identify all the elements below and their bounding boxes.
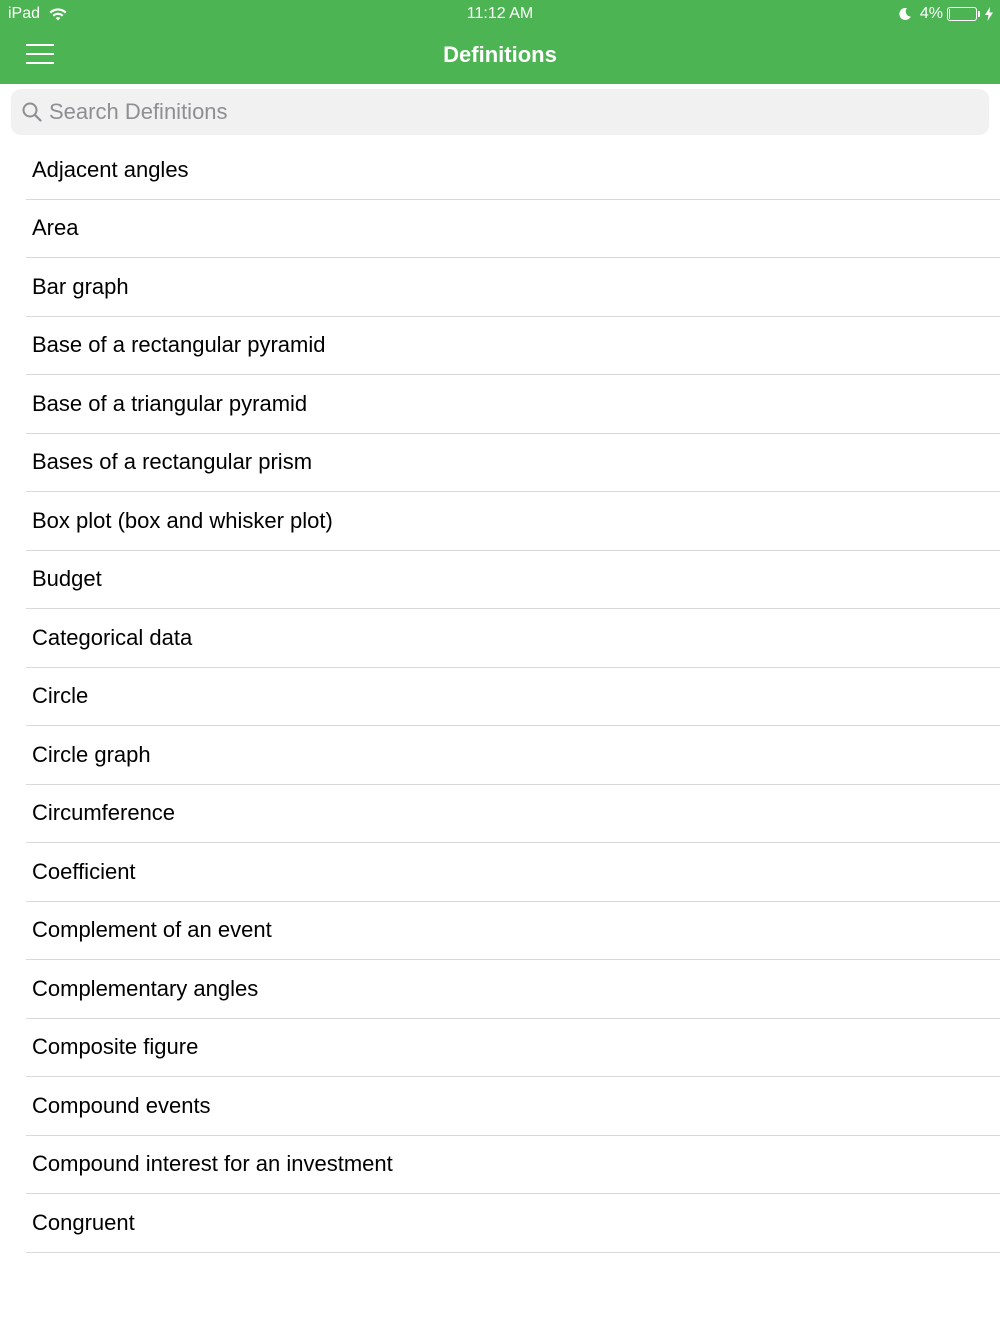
list-item[interactable]: Area [26, 200, 1000, 259]
list-item[interactable]: Bases of a rectangular prism [26, 434, 1000, 493]
list-item[interactable]: Circumference [26, 785, 1000, 844]
charging-bolt-icon [984, 7, 994, 21]
list-item[interactable]: Congruent [26, 1194, 1000, 1253]
list-item[interactable]: Bar graph [26, 258, 1000, 317]
list-item[interactable]: Base of a triangular pyramid [26, 375, 1000, 434]
list-item[interactable]: Complement of an event [26, 902, 1000, 961]
status-bar-right [898, 4, 994, 24]
list-item[interactable]: Budget [26, 551, 1000, 610]
list-item[interactable]: Circle graph [26, 726, 1000, 785]
list-item[interactable]: Compound events [26, 1077, 1000, 1136]
search-icon [21, 101, 43, 123]
list-item[interactable]: Categorical data [26, 609, 1000, 668]
list-item[interactable]: Adjacent angles [26, 141, 1000, 200]
list-item[interactable]: Circle [26, 668, 1000, 727]
search-bar[interactable] [11, 89, 989, 135]
battery-percent: 4% [919, 5, 943, 22]
page-title: Definitions [443, 42, 557, 67]
device-label: iPad [8, 5, 41, 22]
list-item[interactable]: Composite figure [26, 1019, 1000, 1078]
list-item[interactable]: Compound interest for an investment [26, 1136, 1000, 1195]
search-input[interactable] [49, 89, 969, 135]
battery-nub [978, 11, 980, 17]
status-time: 11:12 AM [466, 5, 534, 22]
list-item[interactable]: Complementary angles [26, 960, 1000, 1019]
definitions-list [26, 141, 1000, 1253]
battery-fill [949, 9, 950, 19]
list-item[interactable]: Base of a rectangular pyramid [26, 317, 1000, 376]
list-item[interactable]: Coefficient [26, 843, 1000, 902]
navigation-bar [0, 0, 1000, 84]
list-item[interactable]: Box plot (box and whisker plot) [26, 492, 1000, 551]
battery-icon [947, 7, 977, 21]
moon-icon [898, 7, 912, 21]
